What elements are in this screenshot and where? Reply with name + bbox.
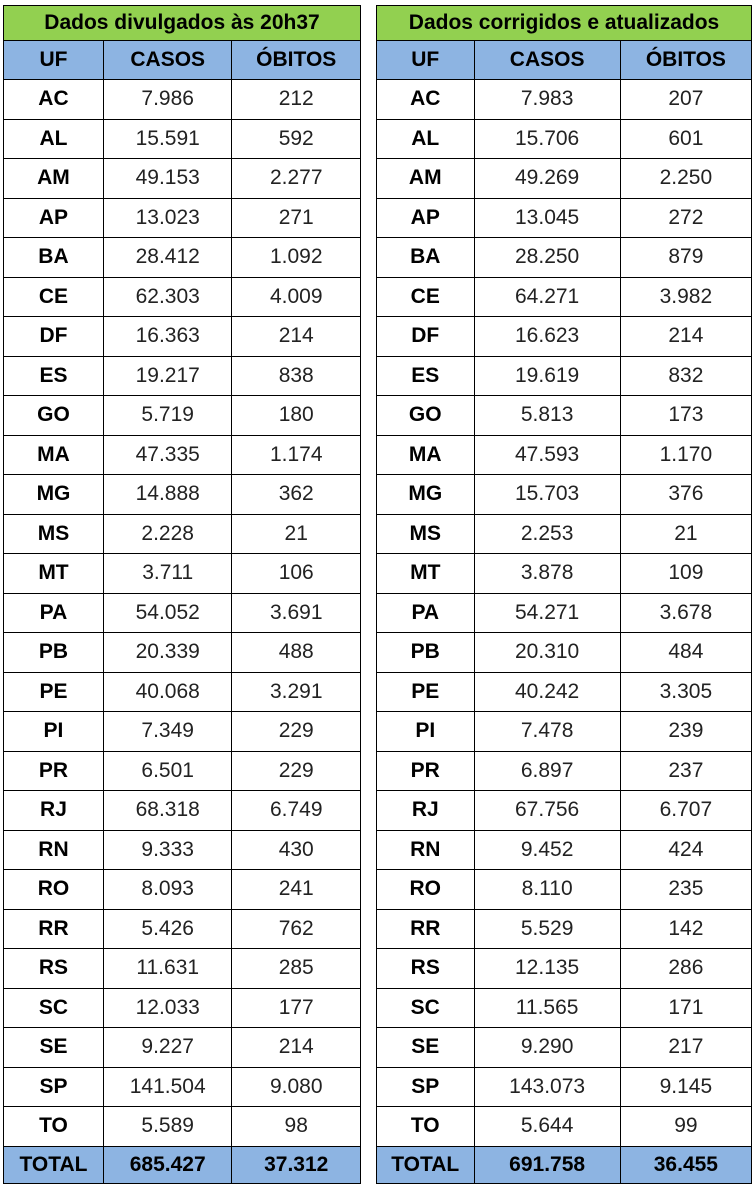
cell-obitos: 109 (620, 554, 751, 594)
table-row (377, 751, 752, 791)
table-row (4, 712, 361, 752)
cell-casos: 9.227 (103, 1028, 232, 1068)
cell-casos: 8.110 (474, 870, 620, 910)
table-row (4, 80, 361, 120)
cell-uf: PI (4, 712, 104, 752)
table-row (4, 435, 361, 475)
table-row (377, 909, 752, 949)
cell-obitos: 2.277 (232, 159, 361, 199)
cell-casos: 11.565 (474, 988, 620, 1028)
cell-uf: RO (4, 870, 104, 910)
table-body (4, 80, 361, 1147)
cell-obitos: 9.080 (232, 1067, 361, 1107)
cell-uf: AP (4, 198, 104, 238)
table-row (4, 633, 361, 673)
cell-uf: SE (4, 1028, 104, 1068)
data-table-right (376, 5, 752, 1184)
cell-casos: 6.897 (474, 751, 620, 791)
table-row (377, 119, 752, 159)
table-row (4, 751, 361, 791)
cell-casos: 15.591 (103, 119, 232, 159)
cell-casos: 141.504 (103, 1067, 232, 1107)
table-row (4, 159, 361, 199)
cell-obitos: 180 (232, 396, 361, 436)
cell-uf: SC (377, 988, 475, 1028)
data-table-left (3, 5, 361, 1184)
cell-obitos: 212 (232, 80, 361, 120)
cell-obitos: 6.749 (232, 791, 361, 831)
table-row (4, 238, 361, 278)
cell-casos: 2.253 (474, 514, 620, 554)
table-row (4, 198, 361, 238)
cell-casos: 14.888 (103, 475, 232, 515)
table-row (377, 159, 752, 199)
cell-uf: BA (377, 238, 475, 278)
cell-casos: 54.052 (103, 593, 232, 633)
cell-uf: RS (377, 949, 475, 989)
cell-obitos: 229 (232, 712, 361, 752)
cell-casos: 6.501 (103, 751, 232, 791)
cell-obitos: 2.250 (620, 159, 751, 199)
table-row (377, 672, 752, 712)
cell-casos: 5.589 (103, 1107, 232, 1147)
table-row (4, 791, 361, 831)
table-row (4, 1107, 361, 1147)
cell-obitos: 286 (620, 949, 751, 989)
table-row (377, 198, 752, 238)
cell-uf: PA (4, 593, 104, 633)
column-header-uf: UF (377, 41, 475, 80)
cell-uf: GO (4, 396, 104, 436)
cell-casos: 9.290 (474, 1028, 620, 1068)
table-row (377, 238, 752, 278)
table-row (4, 870, 361, 910)
cell-casos: 64.271 (474, 277, 620, 317)
cell-uf: AL (4, 119, 104, 159)
cell-uf: TO (377, 1107, 475, 1147)
column-header-obitos: ÓBITOS (620, 41, 751, 80)
cell-uf: MA (4, 435, 104, 475)
cell-casos: 68.318 (103, 791, 232, 831)
cell-casos: 40.068 (103, 672, 232, 712)
table-row (4, 119, 361, 159)
table-row (377, 633, 752, 673)
cell-casos: 20.339 (103, 633, 232, 673)
table-corrigidos (376, 5, 752, 1184)
cell-casos: 12.033 (103, 988, 232, 1028)
column-header-casos: CASOS (103, 41, 232, 80)
table-row (4, 277, 361, 317)
cell-obitos: 879 (620, 238, 751, 278)
cell-uf: SP (4, 1067, 104, 1107)
cell-obitos: 832 (620, 356, 751, 396)
cell-obitos: 21 (232, 514, 361, 554)
cell-uf: PB (4, 633, 104, 673)
cell-obitos: 424 (620, 830, 751, 870)
cell-uf: RR (4, 909, 104, 949)
cell-obitos: 1.174 (232, 435, 361, 475)
cell-obitos: 838 (232, 356, 361, 396)
cell-obitos: 601 (620, 119, 751, 159)
cell-casos: 3.711 (103, 554, 232, 594)
cell-casos: 3.878 (474, 554, 620, 594)
cell-obitos: 106 (232, 554, 361, 594)
cell-casos: 28.412 (103, 238, 232, 278)
table-row (4, 672, 361, 712)
cell-uf: DF (377, 317, 475, 357)
cell-casos: 16.363 (103, 317, 232, 357)
cell-uf: MS (4, 514, 104, 554)
cell-obitos: 430 (232, 830, 361, 870)
cell-obitos: 3.305 (620, 672, 751, 712)
cell-casos: 19.217 (103, 356, 232, 396)
cell-uf: RS (4, 949, 104, 989)
cell-uf: MT (377, 554, 475, 594)
cell-uf: SP (377, 1067, 475, 1107)
cell-obitos: 3.678 (620, 593, 751, 633)
cell-obitos: 6.707 (620, 791, 751, 831)
table-row (377, 475, 752, 515)
table-row (377, 593, 752, 633)
table-row (4, 356, 361, 396)
cell-obitos: 173 (620, 396, 751, 436)
cell-obitos: 488 (232, 633, 361, 673)
cell-casos: 9.452 (474, 830, 620, 870)
cell-uf: BA (4, 238, 104, 278)
total-row (4, 1146, 361, 1183)
cell-uf: RO (377, 870, 475, 910)
table-row (377, 712, 752, 752)
cell-uf: PA (377, 593, 475, 633)
cell-casos: 2.228 (103, 514, 232, 554)
cell-casos: 62.303 (103, 277, 232, 317)
cell-obitos: 484 (620, 633, 751, 673)
cell-uf: AL (377, 119, 475, 159)
table-title: Dados corrigidos e atualizados (377, 6, 752, 41)
cell-uf: AP (377, 198, 475, 238)
cell-obitos: 272 (620, 198, 751, 238)
cell-casos: 5.813 (474, 396, 620, 436)
cell-casos: 49.269 (474, 159, 620, 199)
cell-obitos: 592 (232, 119, 361, 159)
cell-casos: 11.631 (103, 949, 232, 989)
cell-obitos: 376 (620, 475, 751, 515)
cell-uf: DF (4, 317, 104, 357)
table-row (377, 554, 752, 594)
cell-casos: 7.349 (103, 712, 232, 752)
table-row (4, 1028, 361, 1068)
cell-casos: 7.478 (474, 712, 620, 752)
table-row (4, 514, 361, 554)
cell-obitos: 207 (620, 80, 751, 120)
table-row (377, 988, 752, 1028)
cell-uf: PR (377, 751, 475, 791)
cell-casos: 28.250 (474, 238, 620, 278)
table-row (377, 80, 752, 120)
table-row (377, 356, 752, 396)
cell-obitos: 9.145 (620, 1067, 751, 1107)
cell-casos: 5.644 (474, 1107, 620, 1147)
cell-casos: 20.310 (474, 633, 620, 673)
cell-casos: 9.333 (103, 830, 232, 870)
total-obitos: 36.455 (620, 1146, 751, 1183)
cell-obitos: 3.982 (620, 277, 751, 317)
cell-uf: RJ (377, 791, 475, 831)
cell-uf: TO (4, 1107, 104, 1147)
cell-uf: PR (4, 751, 104, 791)
table-divulgados (3, 5, 361, 1184)
cell-obitos: 177 (232, 988, 361, 1028)
cell-obitos: 214 (232, 1028, 361, 1068)
cell-casos: 143.073 (474, 1067, 620, 1107)
cell-casos: 8.093 (103, 870, 232, 910)
table-row (377, 396, 752, 436)
cell-obitos: 214 (620, 317, 751, 357)
table-row (377, 830, 752, 870)
cell-uf: RR (377, 909, 475, 949)
cell-obitos: 271 (232, 198, 361, 238)
cell-uf: PE (4, 672, 104, 712)
cell-uf: MS (377, 514, 475, 554)
cell-obitos: 239 (620, 712, 751, 752)
cell-uf: MA (377, 435, 475, 475)
cell-casos: 13.045 (474, 198, 620, 238)
table-row (377, 1067, 752, 1107)
cell-obitos: 1.170 (620, 435, 751, 475)
column-header-obitos: ÓBITOS (232, 41, 361, 80)
total-obitos: 37.312 (232, 1146, 361, 1183)
cell-uf: AC (377, 80, 475, 120)
cell-casos: 12.135 (474, 949, 620, 989)
cell-uf: CE (377, 277, 475, 317)
cell-casos: 13.023 (103, 198, 232, 238)
cell-obitos: 1.092 (232, 238, 361, 278)
cell-uf: RN (4, 830, 104, 870)
cell-casos: 19.619 (474, 356, 620, 396)
cell-casos: 5.529 (474, 909, 620, 949)
cell-obitos: 142 (620, 909, 751, 949)
table-row (4, 593, 361, 633)
cell-uf: SC (4, 988, 104, 1028)
table-row (4, 949, 361, 989)
cell-casos: 15.706 (474, 119, 620, 159)
table-row (377, 317, 752, 357)
cell-casos: 54.271 (474, 593, 620, 633)
cell-uf: AM (4, 159, 104, 199)
cell-casos: 47.335 (103, 435, 232, 475)
cell-uf: PI (377, 712, 475, 752)
cell-obitos: 4.009 (232, 277, 361, 317)
cell-obitos: 237 (620, 751, 751, 791)
cell-casos: 47.593 (474, 435, 620, 475)
cell-casos: 16.623 (474, 317, 620, 357)
table-row (4, 909, 361, 949)
cell-casos: 67.756 (474, 791, 620, 831)
cell-obitos: 214 (232, 317, 361, 357)
cell-casos: 15.703 (474, 475, 620, 515)
cell-casos: 7.986 (103, 80, 232, 120)
column-header-casos: CASOS (474, 41, 620, 80)
total-casos: 685.427 (103, 1146, 232, 1183)
table-row (377, 1028, 752, 1068)
cell-uf: PB (377, 633, 475, 673)
cell-obitos: 362 (232, 475, 361, 515)
cell-uf: RN (377, 830, 475, 870)
cell-obitos: 229 (232, 751, 361, 791)
cell-casos: 40.242 (474, 672, 620, 712)
table-row (377, 791, 752, 831)
cell-uf: AC (4, 80, 104, 120)
cell-uf: ES (377, 356, 475, 396)
cell-casos: 7.983 (474, 80, 620, 120)
table-row (4, 1067, 361, 1107)
table-row (4, 396, 361, 436)
table-row (377, 949, 752, 989)
table-body (377, 80, 752, 1147)
cell-casos: 49.153 (103, 159, 232, 199)
table-row (377, 870, 752, 910)
cell-obitos: 98 (232, 1107, 361, 1147)
cell-uf: MT (4, 554, 104, 594)
cell-obitos: 99 (620, 1107, 751, 1147)
total-casos: 691.758 (474, 1146, 620, 1183)
cell-obitos: 3.691 (232, 593, 361, 633)
cell-uf: MG (4, 475, 104, 515)
cell-obitos: 3.291 (232, 672, 361, 712)
cell-obitos: 21 (620, 514, 751, 554)
cell-obitos: 171 (620, 988, 751, 1028)
column-header-uf: UF (4, 41, 104, 80)
table-row (4, 317, 361, 357)
cell-obitos: 241 (232, 870, 361, 910)
cell-uf: MG (377, 475, 475, 515)
cell-uf: CE (4, 277, 104, 317)
table-row (377, 1107, 752, 1147)
table-row (4, 475, 361, 515)
cell-obitos: 285 (232, 949, 361, 989)
table-row (4, 554, 361, 594)
cell-obitos: 762 (232, 909, 361, 949)
table-row (4, 988, 361, 1028)
total-row (377, 1146, 752, 1183)
cell-obitos: 217 (620, 1028, 751, 1068)
cell-uf: AM (377, 159, 475, 199)
table-row (377, 435, 752, 475)
cell-uf: GO (377, 396, 475, 436)
cell-uf: ES (4, 356, 104, 396)
cell-uf: RJ (4, 791, 104, 831)
table-row (377, 277, 752, 317)
cell-uf: SE (377, 1028, 475, 1068)
total-label: TOTAL (377, 1146, 475, 1183)
total-label: TOTAL (4, 1146, 104, 1183)
cell-casos: 5.719 (103, 396, 232, 436)
cell-uf: PE (377, 672, 475, 712)
cell-casos: 5.426 (103, 909, 232, 949)
cell-obitos: 235 (620, 870, 751, 910)
table-row (4, 830, 361, 870)
table-row (377, 514, 752, 554)
table-title: Dados divulgados às 20h37 (4, 6, 361, 41)
